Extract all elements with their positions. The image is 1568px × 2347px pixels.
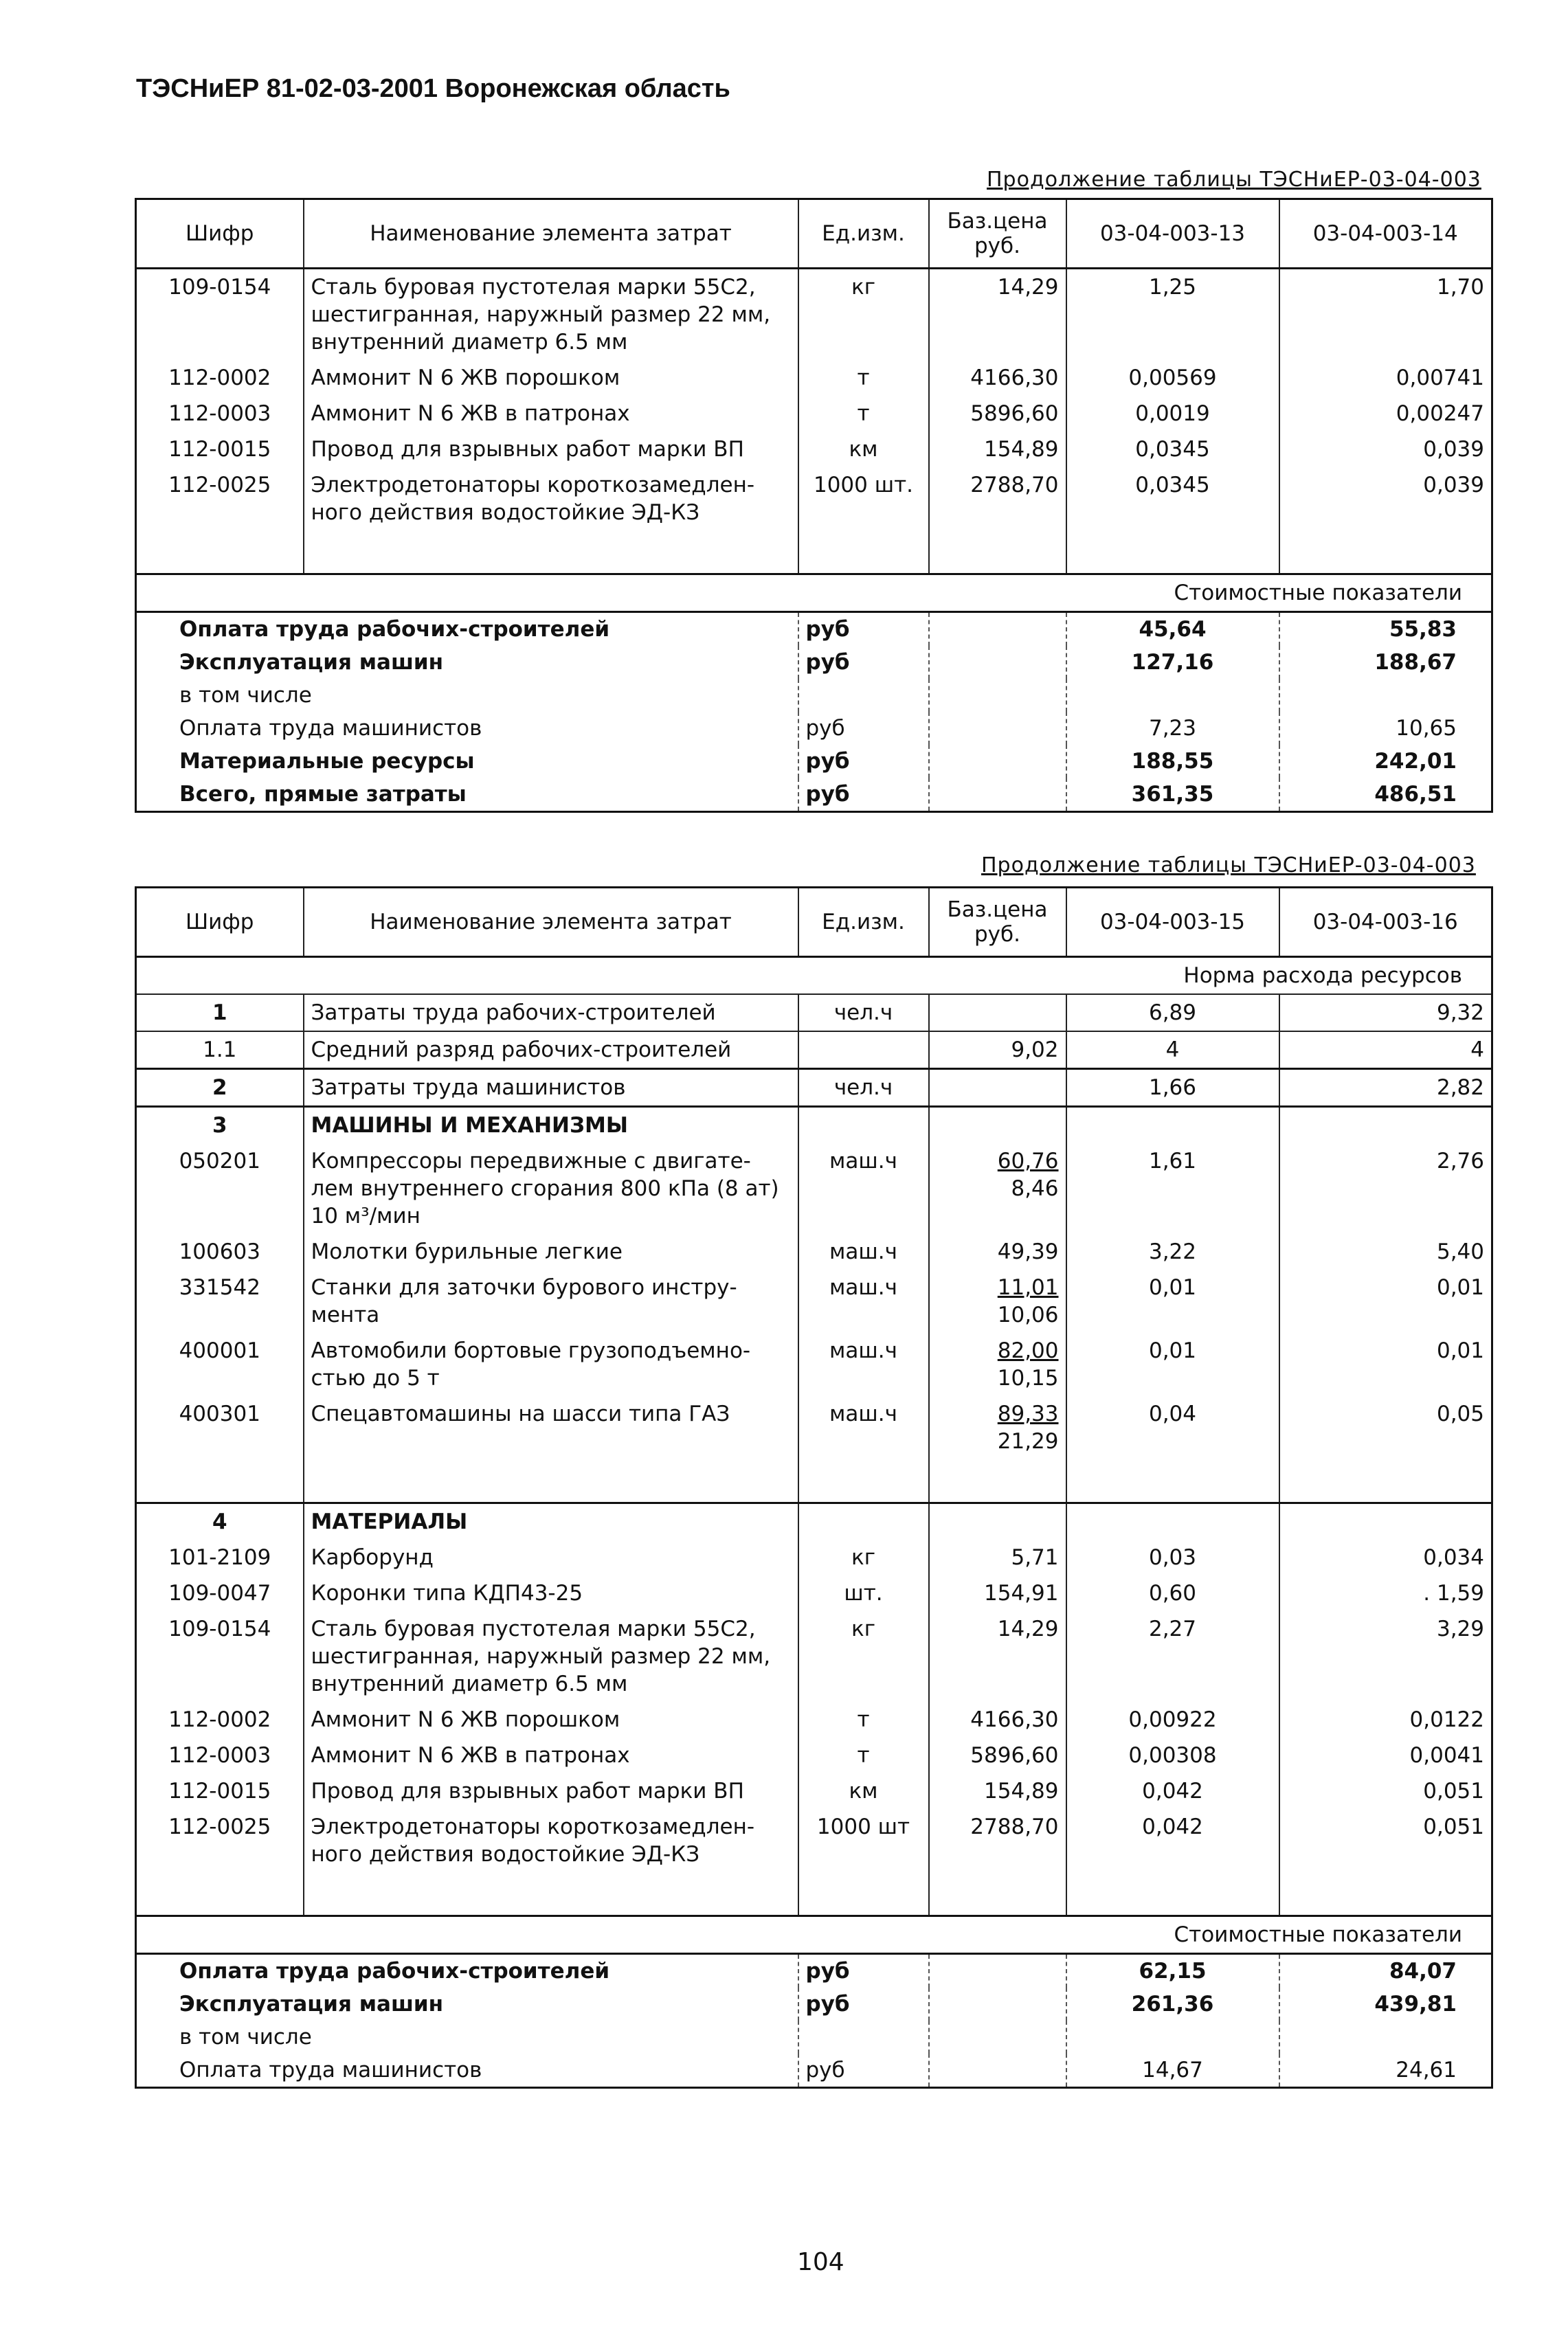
table2-section-label-row bbox=[136, 1916, 1492, 1954]
row-code: 050201 bbox=[179, 1149, 260, 1174]
row-unit: 1000 шт. bbox=[798, 467, 929, 530]
table-row bbox=[136, 1738, 1492, 1773]
column-header-code: Шифр bbox=[136, 199, 304, 269]
row-price bbox=[929, 1069, 1066, 1107]
row-value-2: 2,76 bbox=[1279, 1143, 1492, 1234]
table-row bbox=[136, 467, 1492, 530]
column-header-name: Наименование элемента затрат bbox=[304, 199, 798, 269]
row-price bbox=[929, 1396, 1066, 1459]
row-code: 112-0003 bbox=[168, 1743, 271, 1768]
row-unit: маш.ч bbox=[798, 1143, 929, 1234]
row-code: 2 bbox=[136, 1069, 304, 1107]
table-row bbox=[136, 1773, 1492, 1809]
row-unit: т bbox=[798, 396, 929, 431]
row-value-1: 0,0345 bbox=[1066, 467, 1279, 530]
row-value-1: 3,22 bbox=[1066, 1234, 1279, 1270]
summary-label: Оплата труда машинистов bbox=[179, 2058, 482, 2082]
summary-label: в том числе bbox=[179, 683, 312, 708]
table-row bbox=[136, 269, 1492, 361]
row-price-value: 89,33 bbox=[997, 1402, 1059, 1426]
column-header-unit: Ед.изм. bbox=[798, 199, 929, 269]
row-code: 112-0015 bbox=[168, 1779, 271, 1804]
summary-value-1: 14,67 bbox=[1066, 2054, 1279, 2088]
row-unit bbox=[798, 1031, 929, 1069]
row-code: 100603 bbox=[179, 1239, 260, 1264]
row-value-2: 2,82 bbox=[1279, 1069, 1492, 1107]
resource-table-2 bbox=[135, 886, 1493, 2089]
row-price: 5,71 bbox=[929, 1540, 1066, 1575]
row-value-2: 3,29 bbox=[1279, 1611, 1492, 1702]
row-price-secondary: 21,29 bbox=[997, 1429, 1059, 1454]
row-code: 331542 bbox=[179, 1275, 260, 1300]
row-unit: т bbox=[798, 1738, 929, 1773]
row-value-2: . 1,59 bbox=[1279, 1575, 1492, 1611]
row-unit: маш.ч bbox=[798, 1333, 929, 1396]
row-price-value: 11,01 bbox=[997, 1275, 1059, 1300]
summary-unit: руб bbox=[798, 712, 929, 745]
row-name: Средний разряд рабочих-строителей bbox=[304, 1031, 798, 1069]
row-code: 112-0025 bbox=[168, 473, 271, 497]
summary-value-1 bbox=[1066, 679, 1279, 712]
row-code: 400001 bbox=[179, 1338, 260, 1363]
column-header-norm-1: 03-04-003-15 bbox=[1066, 888, 1279, 957]
row-unit: маш.ч bbox=[798, 1396, 929, 1459]
table-row bbox=[136, 1611, 1492, 1702]
row-value-1: 2,27 bbox=[1066, 1611, 1279, 1702]
row-unit: км bbox=[798, 1773, 929, 1809]
summary-unit: руб bbox=[798, 612, 929, 647]
summary-value-1: 188,55 bbox=[1066, 745, 1279, 778]
summary-value-2 bbox=[1279, 679, 1492, 712]
row-price: 154,89 bbox=[929, 431, 1066, 467]
row-value-1: 1,61 bbox=[1066, 1143, 1279, 1234]
row-name: Аммонит N 6 ЖВ в патронах bbox=[304, 1738, 798, 1773]
cost-indicators-label: Стоимостные показатели bbox=[136, 1916, 1492, 1954]
summary-value-1 bbox=[1066, 2021, 1279, 2054]
summary-value-2: 242,01 bbox=[1279, 745, 1492, 778]
summary-value-1: 62,15 bbox=[1066, 1954, 1279, 1988]
summary-value-2: 439,81 bbox=[1279, 1988, 1492, 2021]
summary-row bbox=[136, 2021, 1492, 2054]
row-name: Сталь буровая пустотелая марки 55С2, шестигранная, наружный размер 22 мм, внутренний диаметр 6.5 мм bbox=[304, 1611, 798, 1702]
section-code: 4 bbox=[136, 1503, 304, 1540]
row-code: 1 bbox=[212, 1000, 227, 1025]
cost-indicators-label: Стоимостные показатели bbox=[136, 574, 1492, 612]
row-unit: км bbox=[798, 431, 929, 467]
row-value-1: 0,01 bbox=[1066, 1270, 1279, 1333]
row-price: 14,29 bbox=[929, 269, 1066, 361]
row-value-1: 6,89 bbox=[1066, 994, 1279, 1031]
row-code: 112-0003 bbox=[168, 401, 271, 426]
table-row bbox=[136, 1702, 1492, 1738]
row-price: 14,29 bbox=[929, 1611, 1066, 1702]
table2-caption: Продолжение таблицы ТЭСНиЕР-03-04-003 bbox=[981, 853, 1476, 877]
row-price: 5896,60 bbox=[929, 1738, 1066, 1773]
row-price-value: 82,00 bbox=[997, 1338, 1059, 1363]
row-code: 112-0002 bbox=[168, 366, 271, 390]
summary-value-1: 127,16 bbox=[1066, 646, 1279, 679]
row-code: 112-0015 bbox=[168, 437, 271, 462]
summary-unit: руб bbox=[798, 778, 929, 812]
materials-section-title bbox=[136, 1503, 1492, 1540]
summary-value-1: 7,23 bbox=[1066, 712, 1279, 745]
column-header-price: Баз.цена руб. bbox=[929, 888, 1066, 957]
summary-value-1: 45,64 bbox=[1066, 612, 1279, 647]
table1-caption: Продолжение таблицы ТЭСНиЕР-03-04-003 bbox=[987, 168, 1481, 192]
document-header: ТЭСНиЕР 81-02-03-2001 Воронежская область bbox=[136, 74, 730, 103]
row-value-1: 0,042 bbox=[1066, 1773, 1279, 1809]
summary-row bbox=[136, 1954, 1492, 1988]
norm-label-row bbox=[136, 957, 1492, 995]
table-row bbox=[136, 1143, 1492, 1234]
row-value-1: 1,66 bbox=[1066, 1069, 1279, 1107]
row-price: 9,02 bbox=[929, 1031, 1066, 1069]
summary-label: в том числе bbox=[179, 2025, 312, 2050]
table-row bbox=[136, 431, 1492, 467]
column-header-unit: Ед.изм. bbox=[798, 888, 929, 957]
summary-row bbox=[136, 679, 1492, 712]
row-name: Электродетонаторы короткозамедлен-ного действия водостойкие ЭД-КЗ bbox=[304, 467, 798, 530]
row-value-1: 0,00308 bbox=[1066, 1738, 1279, 1773]
row-price bbox=[929, 1270, 1066, 1333]
row-value-1: 0,03 bbox=[1066, 1540, 1279, 1575]
machines-section-title bbox=[136, 1107, 1492, 1144]
row-unit: кг bbox=[798, 1540, 929, 1575]
table-row bbox=[136, 1540, 1492, 1575]
row-name: Компрессоры передвижные с двигате-лем внутреннего сгорания 800 кПа (8 ат) 10 м³/мин bbox=[304, 1143, 798, 1234]
summary-unit: руб bbox=[798, 1988, 929, 2021]
row-name: Затраты труда машинистов bbox=[304, 1069, 798, 1107]
summary-value-2 bbox=[1279, 2021, 1492, 2054]
table-row bbox=[136, 1234, 1492, 1270]
summary-value-2: 188,67 bbox=[1279, 646, 1492, 679]
summary-value-2: 10,65 bbox=[1279, 712, 1492, 745]
row-value-2: 0,0122 bbox=[1279, 1702, 1492, 1738]
row-price-secondary: 10,15 bbox=[997, 1366, 1059, 1391]
row-name: Автомобили бортовые грузоподъемно-стью до 5 т bbox=[304, 1333, 798, 1396]
summary-unit bbox=[798, 679, 929, 712]
row-price bbox=[929, 1234, 1066, 1270]
summary-row bbox=[136, 712, 1492, 745]
row-unit: чел.ч bbox=[798, 994, 929, 1031]
row-name: Станки для заточки бурового инстру-мента bbox=[304, 1270, 798, 1333]
row-price: 4166,30 bbox=[929, 1702, 1066, 1738]
row-code: 400301 bbox=[179, 1402, 260, 1426]
section-title: МАШИНЫ И МЕХАНИЗМЫ bbox=[304, 1107, 798, 1144]
summary-value-1: 261,36 bbox=[1066, 1988, 1279, 2021]
summary-label: Эксплуатация машин bbox=[179, 650, 444, 675]
row-value-1: 0,00569 bbox=[1066, 360, 1279, 396]
row-unit: т bbox=[798, 1702, 929, 1738]
summary-value-2: 55,83 bbox=[1279, 612, 1492, 647]
row-name: Спецавтомашины на шасси типа ГАЗ bbox=[304, 1396, 798, 1459]
row-unit: кг bbox=[798, 1611, 929, 1702]
row-price: 4166,30 bbox=[929, 360, 1066, 396]
summary-label: Оплата труда рабочих-строителей bbox=[136, 612, 798, 647]
row-value-2: 0,0041 bbox=[1279, 1738, 1492, 1773]
row-value-1: 1,25 bbox=[1066, 269, 1279, 361]
summary-unit: руб bbox=[798, 2054, 929, 2088]
table2-header-row bbox=[136, 888, 1492, 957]
table-row bbox=[136, 1396, 1492, 1459]
row-unit: шт. bbox=[798, 1575, 929, 1611]
summary-row bbox=[136, 745, 1492, 778]
row-value-2: 0,034 bbox=[1279, 1540, 1492, 1575]
summary-unit: руб bbox=[798, 1954, 929, 1988]
row-price-value: 49,39 bbox=[997, 1239, 1059, 1264]
row-price: 2788,70 bbox=[929, 467, 1066, 530]
row-price bbox=[929, 994, 1066, 1031]
row-value-1: 0,04 bbox=[1066, 1396, 1279, 1459]
labor-cost-row bbox=[136, 994, 1492, 1031]
table-row bbox=[136, 1270, 1492, 1333]
row-value-2: 0,039 bbox=[1279, 467, 1492, 530]
row-name: Сталь буровая пустотелая марки 55С2, шестигранная, наружный размер 22 мм, внутренний диаметр 6.5 мм bbox=[304, 269, 798, 361]
row-unit: 1000 шт bbox=[798, 1809, 929, 1872]
row-value-1: 0,0019 bbox=[1066, 396, 1279, 431]
table1-section-label-row bbox=[136, 574, 1492, 612]
machines-rows bbox=[136, 1143, 1492, 1459]
summary-unit: руб bbox=[798, 646, 929, 679]
summary-label: Материальные ресурсы bbox=[179, 749, 475, 774]
table1-summary bbox=[136, 612, 1492, 812]
resource-norm-label: Норма расхода ресурсов bbox=[136, 957, 1492, 995]
row-name: Аммонит N 6 ЖВ в патронах bbox=[304, 396, 798, 431]
summary-row bbox=[136, 646, 1492, 679]
row-name: Провод для взрывных работ марки ВП bbox=[304, 1773, 798, 1809]
row-value-2: 0,05 bbox=[1279, 1396, 1492, 1459]
row-price-value: 60,76 bbox=[997, 1149, 1059, 1174]
row-name: Электродетонаторы короткозамедлен-ного действия водостойкие ЭД-КЗ bbox=[304, 1809, 798, 1872]
row-code: 1.1 bbox=[136, 1031, 304, 1069]
average-grade-row bbox=[136, 1031, 1492, 1069]
row-name: Молотки бурильные легкие bbox=[304, 1234, 798, 1270]
summary-label: Всего, прямые затраты bbox=[179, 782, 467, 807]
row-name: Коронки типа КДП43-25 bbox=[304, 1575, 798, 1611]
table-row bbox=[136, 396, 1492, 431]
row-value-2: 0,01 bbox=[1279, 1270, 1492, 1333]
table1-body bbox=[136, 269, 1492, 531]
table-row bbox=[136, 1333, 1492, 1396]
column-header-norm-2: 03-04-003-14 bbox=[1279, 199, 1492, 269]
row-value-1: 4 bbox=[1066, 1031, 1279, 1069]
table-row bbox=[136, 1809, 1492, 1872]
row-unit: т bbox=[798, 360, 929, 396]
row-value-2: 0,00247 bbox=[1279, 396, 1492, 431]
row-unit: маш.ч bbox=[798, 1234, 929, 1270]
row-value-1: 0,0345 bbox=[1066, 431, 1279, 467]
row-value-2: 4 bbox=[1279, 1031, 1492, 1069]
column-header-norm-1: 03-04-003-13 bbox=[1066, 199, 1279, 269]
row-value-1: 0,60 bbox=[1066, 1575, 1279, 1611]
section-code: 3 bbox=[136, 1107, 304, 1144]
section-title: МАТЕРИАЛЫ bbox=[304, 1503, 798, 1540]
summary-row bbox=[136, 1988, 1492, 2021]
summary-label: Оплата труда рабочих-строителей bbox=[136, 1954, 798, 1988]
row-value-2: 0,00741 bbox=[1279, 360, 1492, 396]
row-price bbox=[929, 1143, 1066, 1234]
row-unit: маш.ч bbox=[798, 1270, 929, 1333]
operator-labor-row bbox=[136, 1069, 1492, 1107]
row-code: 109-0154 bbox=[168, 1617, 271, 1641]
row-value-2: 1,70 bbox=[1279, 269, 1492, 361]
row-code: 109-0047 bbox=[168, 1581, 271, 1606]
row-code: 101-2109 bbox=[168, 1545, 271, 1570]
summary-row bbox=[136, 612, 1492, 647]
row-price-secondary: 10,06 bbox=[997, 1303, 1059, 1327]
row-value-1: 0,01 bbox=[1066, 1333, 1279, 1396]
row-value-2: 0,051 bbox=[1279, 1809, 1492, 1872]
row-name: Аммонит N 6 ЖВ порошком bbox=[304, 360, 798, 396]
summary-unit: руб bbox=[798, 745, 929, 778]
row-unit: кг bbox=[798, 269, 929, 361]
column-header-name: Наименование элемента затрат bbox=[304, 888, 798, 957]
resource-table-1 bbox=[135, 198, 1493, 813]
summary-label: Эксплуатация машин bbox=[179, 1992, 444, 2017]
table2-summary bbox=[136, 1954, 1492, 2088]
row-code: 109-0154 bbox=[168, 275, 271, 300]
row-value-2: 9,32 bbox=[1279, 994, 1492, 1031]
row-value-1: 0,00922 bbox=[1066, 1702, 1279, 1738]
row-name: Провод для взрывных работ марки ВП bbox=[304, 431, 798, 467]
row-price bbox=[929, 1333, 1066, 1396]
table1-header-row bbox=[136, 199, 1492, 269]
materials-rows bbox=[136, 1540, 1492, 1872]
summary-value-2: 84,07 bbox=[1279, 1954, 1492, 1988]
column-header-norm-2: 03-04-003-16 bbox=[1279, 888, 1492, 957]
row-code: 112-0002 bbox=[168, 1707, 271, 1732]
row-price: 5896,60 bbox=[929, 396, 1066, 431]
table-row bbox=[136, 360, 1492, 396]
row-value-2: 0,01 bbox=[1279, 1333, 1492, 1396]
row-price: 154,89 bbox=[929, 1773, 1066, 1809]
row-price: 2788,70 bbox=[929, 1809, 1066, 1872]
page-number: 104 bbox=[797, 2248, 844, 2276]
summary-unit bbox=[798, 2021, 929, 2054]
summary-value-1: 361,35 bbox=[1066, 778, 1279, 812]
row-value-2: 5,40 bbox=[1279, 1234, 1492, 1270]
row-name: Аммонит N 6 ЖВ порошком bbox=[304, 1702, 798, 1738]
column-header-code: Шифр bbox=[136, 888, 304, 957]
row-price-secondary: 8,46 bbox=[1011, 1176, 1059, 1201]
table-row bbox=[136, 1575, 1492, 1611]
summary-row bbox=[136, 2054, 1492, 2088]
row-price: 154,91 bbox=[929, 1575, 1066, 1611]
summary-label: Оплата труда машинистов bbox=[179, 716, 482, 741]
row-unit: чел.ч bbox=[798, 1069, 929, 1107]
column-header-price: Баз.цена руб. bbox=[929, 199, 1066, 269]
summary-value-2: 24,61 bbox=[1279, 2054, 1492, 2088]
row-value-2: 0,051 bbox=[1279, 1773, 1492, 1809]
row-name: Карборунд bbox=[304, 1540, 798, 1575]
summary-value-2: 486,51 bbox=[1279, 778, 1492, 812]
row-name: Затраты труда рабочих-строителей bbox=[304, 994, 798, 1031]
row-code: 112-0025 bbox=[168, 1815, 271, 1839]
row-value-2: 0,039 bbox=[1279, 431, 1492, 467]
row-value-1: 0,042 bbox=[1066, 1809, 1279, 1872]
summary-row bbox=[136, 778, 1492, 812]
